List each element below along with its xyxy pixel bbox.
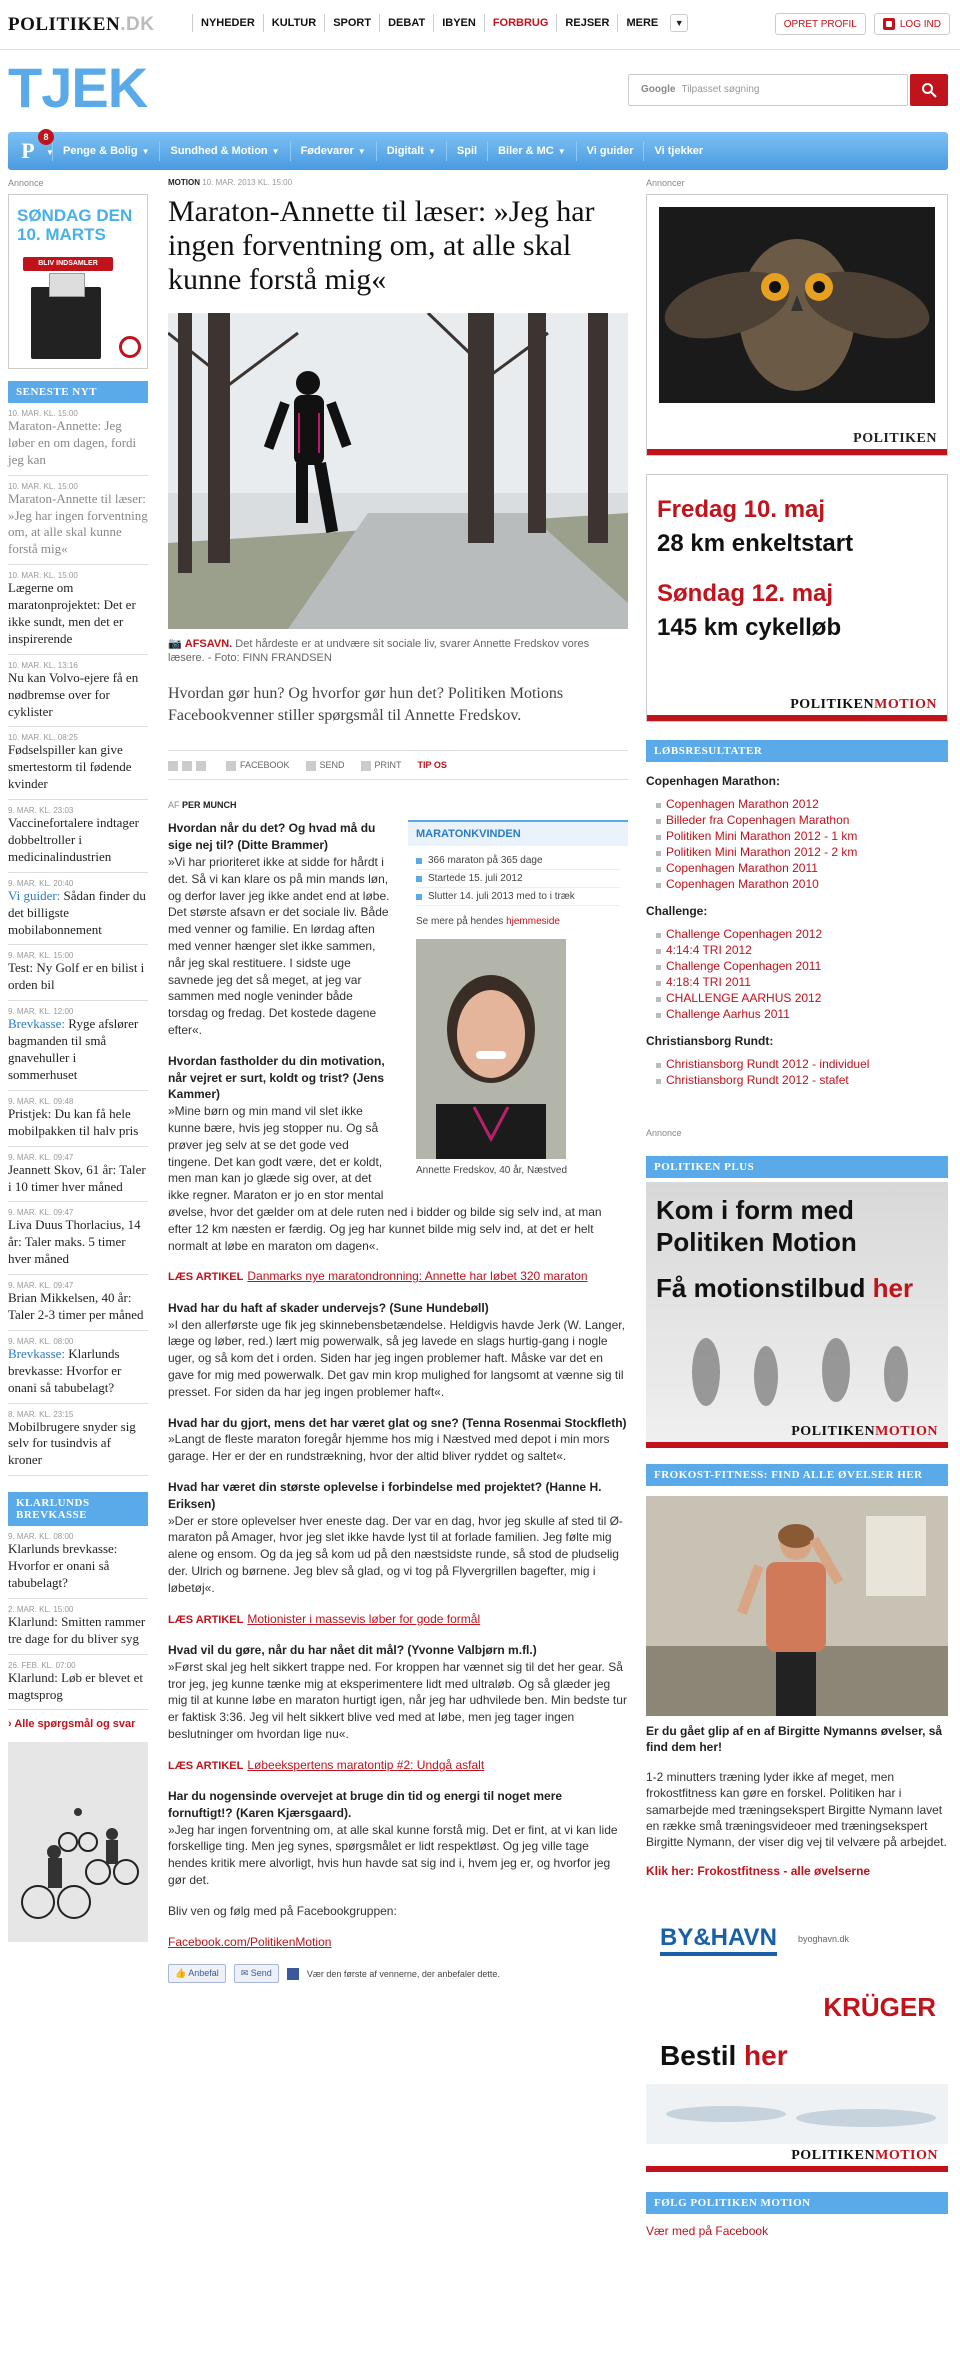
news-item[interactable] (8, 1404, 148, 1477)
nav-label: Biler & MC (498, 145, 554, 157)
share-bar (168, 1964, 628, 1983)
politiken-logo[interactable] (8, 14, 154, 36)
news-item[interactable] (8, 476, 148, 566)
laes-label: LÆS ARTIKEL (168, 1271, 244, 1284)
news-date: 9. MAR. KL. 08:00 (8, 1532, 74, 1542)
topnav-ibyen[interactable]: IBYEN (433, 14, 484, 32)
news-title: Test: Ny Golf er en bilist i orden bil (8, 960, 145, 993)
instructor-photo (646, 1496, 948, 1716)
topnav-sport[interactable]: SPORT (324, 14, 379, 32)
article-headline: Maraton-Annette til læser: »Jeg har ingen forventning om, at alle skal kunne forstå mig« (168, 195, 595, 296)
laes-artikel-3 (168, 1757, 628, 1774)
politiken-text: POLITIKEN (791, 1424, 876, 1439)
news-title: Maraton-Annette: Jeg løber en om dagen, fordi jeg kan (8, 418, 137, 467)
news-date: 9. MAR. KL. 09:47 (8, 1281, 74, 1291)
article (168, 178, 628, 1983)
laes-artikel-1 (168, 1268, 628, 1285)
seneste-nyt-header: SENESTE NYT (8, 381, 148, 403)
factbox-item: Startede 15. juli 2012 (416, 870, 620, 888)
news-item[interactable] (8, 873, 148, 946)
folg-header: FØLG POLITIKEN MOTION (646, 2192, 948, 2214)
factbox-header: MARATONKVINDEN (408, 822, 628, 846)
result-link[interactable]: Politiken Mini Marathon 2012 - 2 km (656, 844, 948, 860)
ad-date-line: Søndag 12. maj (657, 580, 834, 607)
politiken-footer: POLITIKEN (647, 423, 947, 455)
ad-date-line: 145 km cykelløb (657, 614, 842, 641)
chevron-down-icon: ▼ (557, 147, 566, 156)
news-tag: Brevkasse: (8, 1016, 69, 1032)
politiken-motion-footer (647, 689, 947, 721)
question: Hvad vil du gøre, når du har nået dit mål? (Yvonne Valbjørn m.fl.) (168, 1642, 537, 1657)
font-size-icons[interactable] (168, 760, 210, 771)
news-date: 10. MAR. KL. 08:25 (8, 733, 78, 743)
news-item[interactable] (8, 1147, 148, 1203)
p-label: P (21, 138, 35, 163)
question: Hvad har været din største oplevelse i forbindelse med projektet? (Hanne H. Eriksen) (168, 1479, 602, 1511)
topnav-nyheder[interactable]: NYHEDER (192, 14, 263, 32)
result-link[interactable]: Christiansborg Rundt 2012 - stafet (656, 1072, 948, 1088)
nav-biler-mc[interactable] (487, 141, 576, 161)
politiken-motion-footer (646, 2140, 948, 2172)
news-title: Fødselspiller kan give smertestorm til fødende kvinder (8, 742, 132, 792)
news-date: 10. MAR. KL. 15:00 (8, 409, 78, 418)
cyclists-illustration (8, 1742, 148, 1942)
tip-os-button[interactable]: TIP OS (417, 760, 447, 771)
factbox (408, 820, 628, 1182)
account-links (775, 13, 950, 35)
article-section[interactable]: MOTION (168, 178, 200, 187)
frokost-body: 1-2 minutters træning lyder ikke af meget, men frokostfitness kan gøre en forskel. Politiken har i samarbejde med træningsekspert Birgitte Nymann lavet en række små træningsvideoer med træningsekspert Birgitte Nymann, der viser dig vej til velvære på arbejdet. (646, 1770, 947, 1849)
alle-label: Alle spørgsmål og svar (14, 1718, 136, 1731)
result-link[interactable]: Challenge Aarhus 2011 (656, 1006, 948, 1022)
result-list (656, 796, 948, 892)
motion-text: MOTION (875, 1424, 938, 1439)
print-icon (361, 761, 371, 771)
facebook-button[interactable] (226, 760, 290, 771)
question: Har du nogensinde overvejet at bruge din tid og energi til noget mere fornuftigt!? (Karen Kjærsgaard). (168, 1789, 563, 1820)
nav-vi-tjekker[interactable] (643, 141, 713, 161)
bestil-line (660, 2040, 788, 2072)
news-date: 10. MAR. KL. 15:00 (8, 481, 78, 491)
news-item[interactable] (8, 1526, 148, 1599)
result-link[interactable]: Challenge Copenhagen 2012 (656, 926, 948, 942)
search-button[interactable] (910, 74, 948, 106)
news-item[interactable] (8, 1275, 148, 1331)
right-column (646, 178, 948, 2238)
answer: »Mine børn og min mand vil slet ikke kunne bære, hvis jeg stopper nu. Og så prøver jeg selv at se det gode ved tingene. Det kan godt være, det er koldt, men man kan jo glæde sig over, at det ikke regner. Maraton er jo en stor mental øvelse, hvor det gælder om at dele ruten ned i bidder og bilde sig selv ind, at man efter 12 km næsten er færdig. Og jeg har kunnet bilde mig selv ind, at det er helt normalt at løbe en maraton om dagen«. (168, 1104, 602, 1253)
cyclists-image[interactable] (8, 1742, 148, 1942)
news-title: Vaccinefortalere indtager dobbeltroller i medicinalindustrien (8, 815, 140, 864)
news-date: 2. MAR. KL. 15:00 (8, 1604, 74, 1614)
result-list (656, 926, 948, 1022)
nav-label: Penge & Bolig (63, 145, 138, 157)
portrait-image[interactable] (416, 939, 566, 1159)
portrait-caption: Annette Fredskov, 40 år, Næstved (416, 1165, 568, 1177)
news-title: Jeannett Skov, 61 år: Taler i 10 timer hver måned (8, 1161, 146, 1194)
ad-label: Annoncer (646, 178, 685, 188)
topnav-kultur[interactable]: KULTUR (263, 14, 324, 32)
news-item[interactable] (8, 655, 148, 728)
question: Hvordan når du det? Og hvad må du sige nej til? (Ditte Brammer) (168, 821, 376, 853)
article-body (168, 820, 628, 1950)
result-link[interactable]: 4:18:4 TRI 2011 (656, 974, 948, 990)
news-title: Liva Duus Thorlacius, 14 år: Taler maks. 5 timer hver måned (8, 1217, 141, 1267)
byline-author[interactable]: PER MUNCH (182, 800, 237, 811)
factbox-item: 366 maraton på 365 dage (416, 852, 620, 870)
plus-line: Politiken Motion (656, 1227, 857, 1257)
result-link[interactable]: Copenhagen Marathon 2012 (656, 796, 948, 812)
tool-label: SEND (319, 760, 345, 771)
result-list (656, 1056, 948, 1088)
factbox-list (408, 846, 628, 912)
byline-prefix: AF (168, 800, 180, 811)
laes-link[interactable]: Danmarks nye maratondronning: Annette har løbet 320 maraton (247, 1269, 588, 1284)
share-text: Vær den første af vennerne, der anbefaler dette. (306, 1968, 500, 1979)
main-nav (8, 132, 948, 170)
question: Hvordan fastholder du din motivation, når vejret er surt, koldt og trist? (Jens Kammer) (168, 1053, 385, 1102)
portrait-photo (416, 939, 566, 1159)
news-tag: Vi guider: (8, 887, 64, 903)
ad-kruger[interactable] (646, 1992, 948, 2172)
frokost-fitness-image[interactable] (646, 1496, 948, 1716)
nav-label: Fødevarer (300, 145, 354, 157)
group-title: Challenge: (646, 904, 708, 918)
chevron-down-icon: ▼ (357, 147, 366, 156)
logo-text: POLITIKEN (8, 14, 121, 35)
news-item[interactable] (8, 1001, 148, 1091)
tool-label: FACEBOOK (240, 760, 290, 771)
question: Hvad har du haft af skader undervejs? (Sune Hundebøll) (168, 1300, 489, 1315)
news-item[interactable] (8, 800, 148, 873)
topnav-debat[interactable]: DEBAT (379, 14, 433, 32)
ad-button[interactable]: BLIV INDSAMLER (23, 257, 113, 271)
chevron-down-icon[interactable]: ▼ (670, 14, 688, 32)
bestil-text: Bestil (660, 2040, 737, 2072)
photo-caption (168, 637, 628, 666)
frokost-title: Er du gået glip af en af Birgitte Nymanns øvelser, så find dem her! (646, 1724, 943, 1754)
laes-label: LÆS ARTIKEL (168, 1613, 244, 1626)
news-date: 9. MAR. KL. 20:40 (8, 878, 74, 888)
ad-label: Annonce (646, 1128, 682, 1138)
runner-photo (168, 313, 628, 629)
owl-image (647, 195, 947, 415)
news-date: 9. MAR. KL. 09:47 (8, 1208, 74, 1218)
lobsresultater-header: LØBSRESULTATER (646, 740, 948, 762)
ad-motion-dates[interactable] (646, 474, 948, 722)
ad-logo (119, 336, 141, 358)
ad-date-line: 28 km enkeltstart (657, 530, 854, 557)
google-label: Google (641, 84, 676, 95)
answer: »I den allerførste uge fik jeg skinnebensbetændelse. Heldigvis havde Jerk (W. Langer, læge og løber, red.) lært mig powerwalk, så jeg lavede en slags hurtig-gang i nogle uger, og så kom det i orden. Siden har jeg ingen problemer haft. Måske var det en gave for mig med powerwalk. Det gav min krop mulighed for langsomt at vænne sig til presset. For siden da har jeg ingen problemer haft«. (168, 1317, 625, 1399)
news-item[interactable] (8, 1655, 148, 1711)
top-bar (0, 0, 960, 50)
fb-send-button[interactable]: ✉ Send (234, 1964, 279, 1983)
facebook-icon (287, 1968, 299, 1980)
plus-line: Kom i form med (656, 1195, 854, 1225)
result-link[interactable]: Copenhagen Marathon 2010 (656, 876, 948, 892)
ad-text: SØNDAG DEN 10. MARTS (17, 206, 133, 244)
news-item[interactable] (8, 1091, 148, 1147)
kruger-logo: KRÜGER (823, 1992, 936, 2023)
news-title: Lægerne om maratonprojektet: Det er ikke sundt, men det er inspirerende (8, 580, 136, 646)
article-tools (168, 750, 628, 780)
topnav-mere[interactable]: MERE (617, 14, 666, 32)
answer: »Først skal jeg helt sikkert trappe ned. For kroppen har vænnet sig til det her gear. Så tror jeg, jeg kunne tænke mig at eksperimentere lidt med ultraløb. Og så glæder jeg mig til at kunne løbe en maraton hurtigt igen, når jeg har udhvilede ben. Min bedste tur er faktisk 3:36. Jeg vil helt sikkert blive ved med at løbe, men jeg tager ingen beslutninger om hvordan lige nu«. (168, 1659, 627, 1741)
opret-profil-button[interactable]: OPRET PROFIL (775, 13, 866, 35)
karlunds-header: KLARLUNDS BREVKASSE (8, 1492, 148, 1526)
nav-label: Vi guider (586, 145, 634, 157)
nav-sundhed-motion[interactable] (159, 141, 289, 161)
result-link[interactable]: 4:14:4 TRI 2012 (656, 942, 948, 958)
article-date: 10. MAR. 2013 KL. 15:00 (202, 178, 293, 187)
login-button[interactable] (874, 13, 950, 35)
news-item[interactable] (8, 945, 148, 1001)
left-column (8, 178, 148, 1942)
question: Hvad har du gjort, mens det har været glat og sne? (Tenna Rosenmai Stockfleth) (168, 1415, 627, 1430)
chevron-down-icon: ▼ (427, 147, 436, 156)
caption-text: Det hårdeste er at undvære sit sociale liv, svarer Annette Fredskov vores læsere. - Foto: FINN FRANDSEN (168, 637, 590, 664)
group-title: Copenhagen Marathon: (646, 774, 780, 788)
nav-fodevarer[interactable] (290, 141, 376, 161)
news-item[interactable] (8, 1331, 148, 1404)
camera-icon: 📷 (168, 637, 182, 650)
result-link[interactable]: Challenge Copenhagen 2011 (656, 958, 948, 974)
search-input[interactable] (628, 74, 908, 106)
tjek-logo[interactable]: TJEK (8, 56, 148, 119)
news-title: Pristjek: Du kan få hele mobilpakken til halv pris (8, 1105, 139, 1138)
frokost-fitness-header[interactable]: FROKOST-FITNESS: FIND ALLE ØVELSER HER (646, 1464, 948, 1486)
news-date: 26. FEB. KL. 07:00 (8, 1660, 76, 1670)
nav-vi-guider[interactable] (576, 141, 644, 161)
news-item[interactable] (8, 565, 148, 655)
karlunds-list (8, 1526, 148, 1710)
follow-text: Bliv ven og følg med på Facebookgruppen: (168, 1903, 397, 1918)
nav-penge-bolig[interactable] (52, 141, 159, 161)
factbox-item: Slutter 14. juli 2013 med to i træk (416, 888, 620, 906)
news-title: Brevkasse: Klarlunds brevkasse: Hvorfor er onani så tabubelagt? (8, 1345, 122, 1395)
top-nav (192, 14, 688, 32)
news-title: Klarlund: Løb er blevet et magtsprog (8, 1669, 144, 1702)
send-button[interactable] (306, 760, 345, 771)
plus-line: Få motionstilbud (656, 1273, 866, 1303)
search-icon (921, 82, 937, 98)
politiken-plus-header: POLITIKEN PLUS (646, 1156, 948, 1178)
news-date: 9. MAR. KL. 23:03 (8, 806, 74, 816)
news-date: 9. MAR. KL. 09:48 (8, 1096, 74, 1106)
more-prefix: Se mere på hendes (416, 916, 504, 928)
news-item[interactable] (8, 1202, 148, 1275)
caption-label: AFSAVN. (184, 637, 233, 650)
news-date: 9. MAR. KL. 08:00 (8, 1336, 74, 1346)
answer: »Jeg har ingen forventning om, at alle skal kunne forstå mig. Det er fint, at vi kan lide forskellige ting. Men jeg synes, spørgsmålet er lidt respektløst. Og jeg ville tage hendes kritik mere alvorligt, hvis hun havde sat sig ind i, hvem jeg er, og hvorfor jeg gør det. (168, 1822, 618, 1888)
news-item[interactable] (8, 727, 148, 800)
politiken-text: POLITIKEN (791, 2148, 876, 2164)
chevron-down-icon: ▼ (141, 147, 150, 156)
byline (168, 800, 628, 810)
ad-date-line: Fredag 10. maj (657, 496, 826, 523)
news-title: Maraton-Annette til læser: »Jeg har ingen forventning om, at alle skal kunne forstå mig« (8, 490, 148, 557)
news-title: Brevkasse: Ryge afslører bagmanden til små gnavehuller i sommerhuset (8, 1016, 139, 1082)
topnav-rejser[interactable]: REJSER (556, 14, 617, 32)
news-title: Mobilbrugere snyder sig selv for tusindvis af kroner (8, 1418, 136, 1468)
plus-her: her (872, 1273, 914, 1303)
facebook-group-link[interactable]: Facebook.com/PolitikenMotion (168, 1934, 332, 1949)
p-menu-button[interactable] (12, 132, 54, 167)
swimmer-image (646, 2084, 948, 2144)
tool-label: PRINT (374, 760, 402, 771)
notification-badge: 8 (38, 129, 54, 145)
answer: »Langt de fleste maraton foregår hjemme hos mig i Næstved med depot i min mors garage. Her er der en rundstrækning, hvor der altid bliver ryddet og saltet«. (168, 1432, 610, 1464)
news-item[interactable] (8, 403, 148, 476)
facebook-icon (226, 761, 236, 771)
news-date: 8. MAR. KL. 23:15 (8, 1409, 74, 1419)
politiken-motion-footer (646, 1416, 948, 1448)
news-tag: Brevkasse: (8, 1345, 69, 1361)
result-link[interactable]: CHALLENGE AARHUS 2012 (656, 990, 948, 1006)
byhavn-url: byoghavn.dk (798, 1934, 850, 1945)
factbox-more (408, 912, 628, 931)
laes-artikel-2 (168, 1611, 628, 1628)
topnav-forbrug[interactable]: FORBRUG (484, 14, 557, 32)
chevron-down-icon: ▼ (271, 147, 280, 156)
news-title: Klarlund: Smitten rammer tre dage for du bliver syg (8, 1613, 146, 1646)
byhavn-logo: BY&HAVN (660, 1924, 777, 1956)
hero-image[interactable] (168, 313, 628, 629)
news-title: Brian Mikkelsen, 40 år: Taler 2-3 timer per måned (8, 1290, 144, 1322)
ad-banner-left[interactable] (8, 194, 148, 369)
news-date: 9. MAR. KL. 09:47 (8, 1152, 74, 1162)
motion-text: MOTION (874, 697, 937, 712)
laes-label: LÆS ARTIKEL (168, 1759, 244, 1772)
chevron-down-icon: ▼ (46, 148, 54, 157)
nav-label: Sundhed & Motion (170, 145, 268, 157)
hjemmeside-link[interactable]: hjemmeside (506, 916, 560, 928)
frokost-link[interactable]: Klik her: Frokostfitness - alle øvelserne (646, 1864, 871, 1879)
answer: »Vi har prioriteret ikke at sidde for hårdt i det. Så vi kan klare os på min mands løn, og derfor laver jeg ikke andet end at løbe. Det største afsavn er det sociale liv. Både med venner og familie. En lørdag aften med venner hænger slet ikke sammen, når jeg skal restituere. I sidste uge savnede jeg det så meget, at jeg var sammen med nogle veninder både torsdag og fredag. Det kostede dagene efter«. (168, 855, 390, 1038)
bestil-her: her (744, 2040, 788, 2072)
nav-label: Digitalt (386, 145, 424, 157)
nav-spil[interactable] (446, 141, 487, 161)
facebook-follow-link[interactable]: Vær med på Facebook (646, 2224, 769, 2239)
nav-label: Spil (456, 145, 478, 157)
news-date: 10. MAR. KL. 13:16 (8, 660, 78, 670)
answer: »Der er store oplevelser hver eneste dag. Der var en dag, hvor jeg skulle af sted til Ø-maraton på Amager, hvor jeg slet ikke havde lyst til at forlade familien. Jeg følte mig alene og ensom. Og da jeg så kom ud på den næstsidste runde, så stod de pludselig der. Ulrich og børnene. Jeg blev så glad, og vi tog på Flyvergrillen bagefter, mig i løbetøj«. (168, 1513, 623, 1595)
motion-text: MOTION (875, 2148, 938, 2164)
like-label: Anbefal (188, 1968, 219, 1979)
logo-suffix: .DK (120, 14, 155, 35)
result-link[interactable]: Christiansborg Rundt 2012 - individuel (656, 1056, 948, 1072)
news-item[interactable] (8, 1599, 148, 1655)
result-link[interactable]: Billeder fra Copenhagen Marathon (656, 812, 948, 828)
nav-label: Vi tjekker (654, 145, 704, 157)
politiken-text: POLITIKEN (790, 697, 875, 712)
mail-icon (306, 761, 316, 771)
article-lead: Hvordan gør hun? Og hvorfor gør hun det? Politiken Motions Facebookvenner stiller spørgsmål til Annette Fredskov. (168, 685, 564, 724)
print-button[interactable] (361, 760, 402, 771)
send-label: Send (250, 1968, 272, 1979)
result-link[interactable]: Copenhagen Marathon 2011 (656, 860, 948, 876)
news-title: Nu kan Volvo-ejere få en nødbremse over for cyklister (8, 669, 139, 719)
result-link[interactable]: Politiken Mini Marathon 2012 - 1 km (656, 828, 948, 844)
group-title: Christiansborg Rundt: (646, 1034, 774, 1048)
nav-digitalt[interactable] (376, 141, 446, 161)
ad-label: Annonce (8, 178, 44, 188)
news-title: Klarlunds brevkasse: Hvorfor er onani så tabubelagt? (8, 1541, 118, 1590)
lock-icon (883, 18, 895, 30)
ad-byhavn[interactable] (646, 1908, 948, 1978)
ad-collection-box-image (31, 287, 101, 359)
ad-owl-politiken[interactable] (646, 194, 948, 456)
ad-politiken-plus[interactable] (646, 1182, 948, 1448)
plus-line-3 (656, 1274, 913, 1304)
news-date: 9. MAR. KL. 12:00 (8, 1007, 74, 1017)
news-date: 9. MAR. KL. 15:00 (8, 951, 74, 961)
article-kicker (168, 178, 628, 187)
laes-link[interactable]: Løbeekspertens maratontip #2: Undgå asfalt (247, 1757, 485, 1772)
news-date: 10. MAR. KL. 15:00 (8, 571, 78, 581)
like-button[interactable]: 👍 Anbefal (168, 1964, 226, 1983)
news-title: Vi guider: Sådan finder du det billigste mobilabonnement (8, 887, 146, 937)
seneste-nyt-list (8, 403, 148, 1476)
search-placeholder: Tilpasset søgning (681, 84, 760, 95)
login-label: LOG IND (899, 18, 941, 30)
alle-sporgsmal-link[interactable]: › Alle spørgsmål og svar (8, 1718, 136, 1731)
laes-link[interactable]: Motionister i massevis løber for gode formål (247, 1611, 481, 1626)
lobsresultater (646, 740, 948, 1088)
runners-shadow-image (646, 1332, 948, 1412)
